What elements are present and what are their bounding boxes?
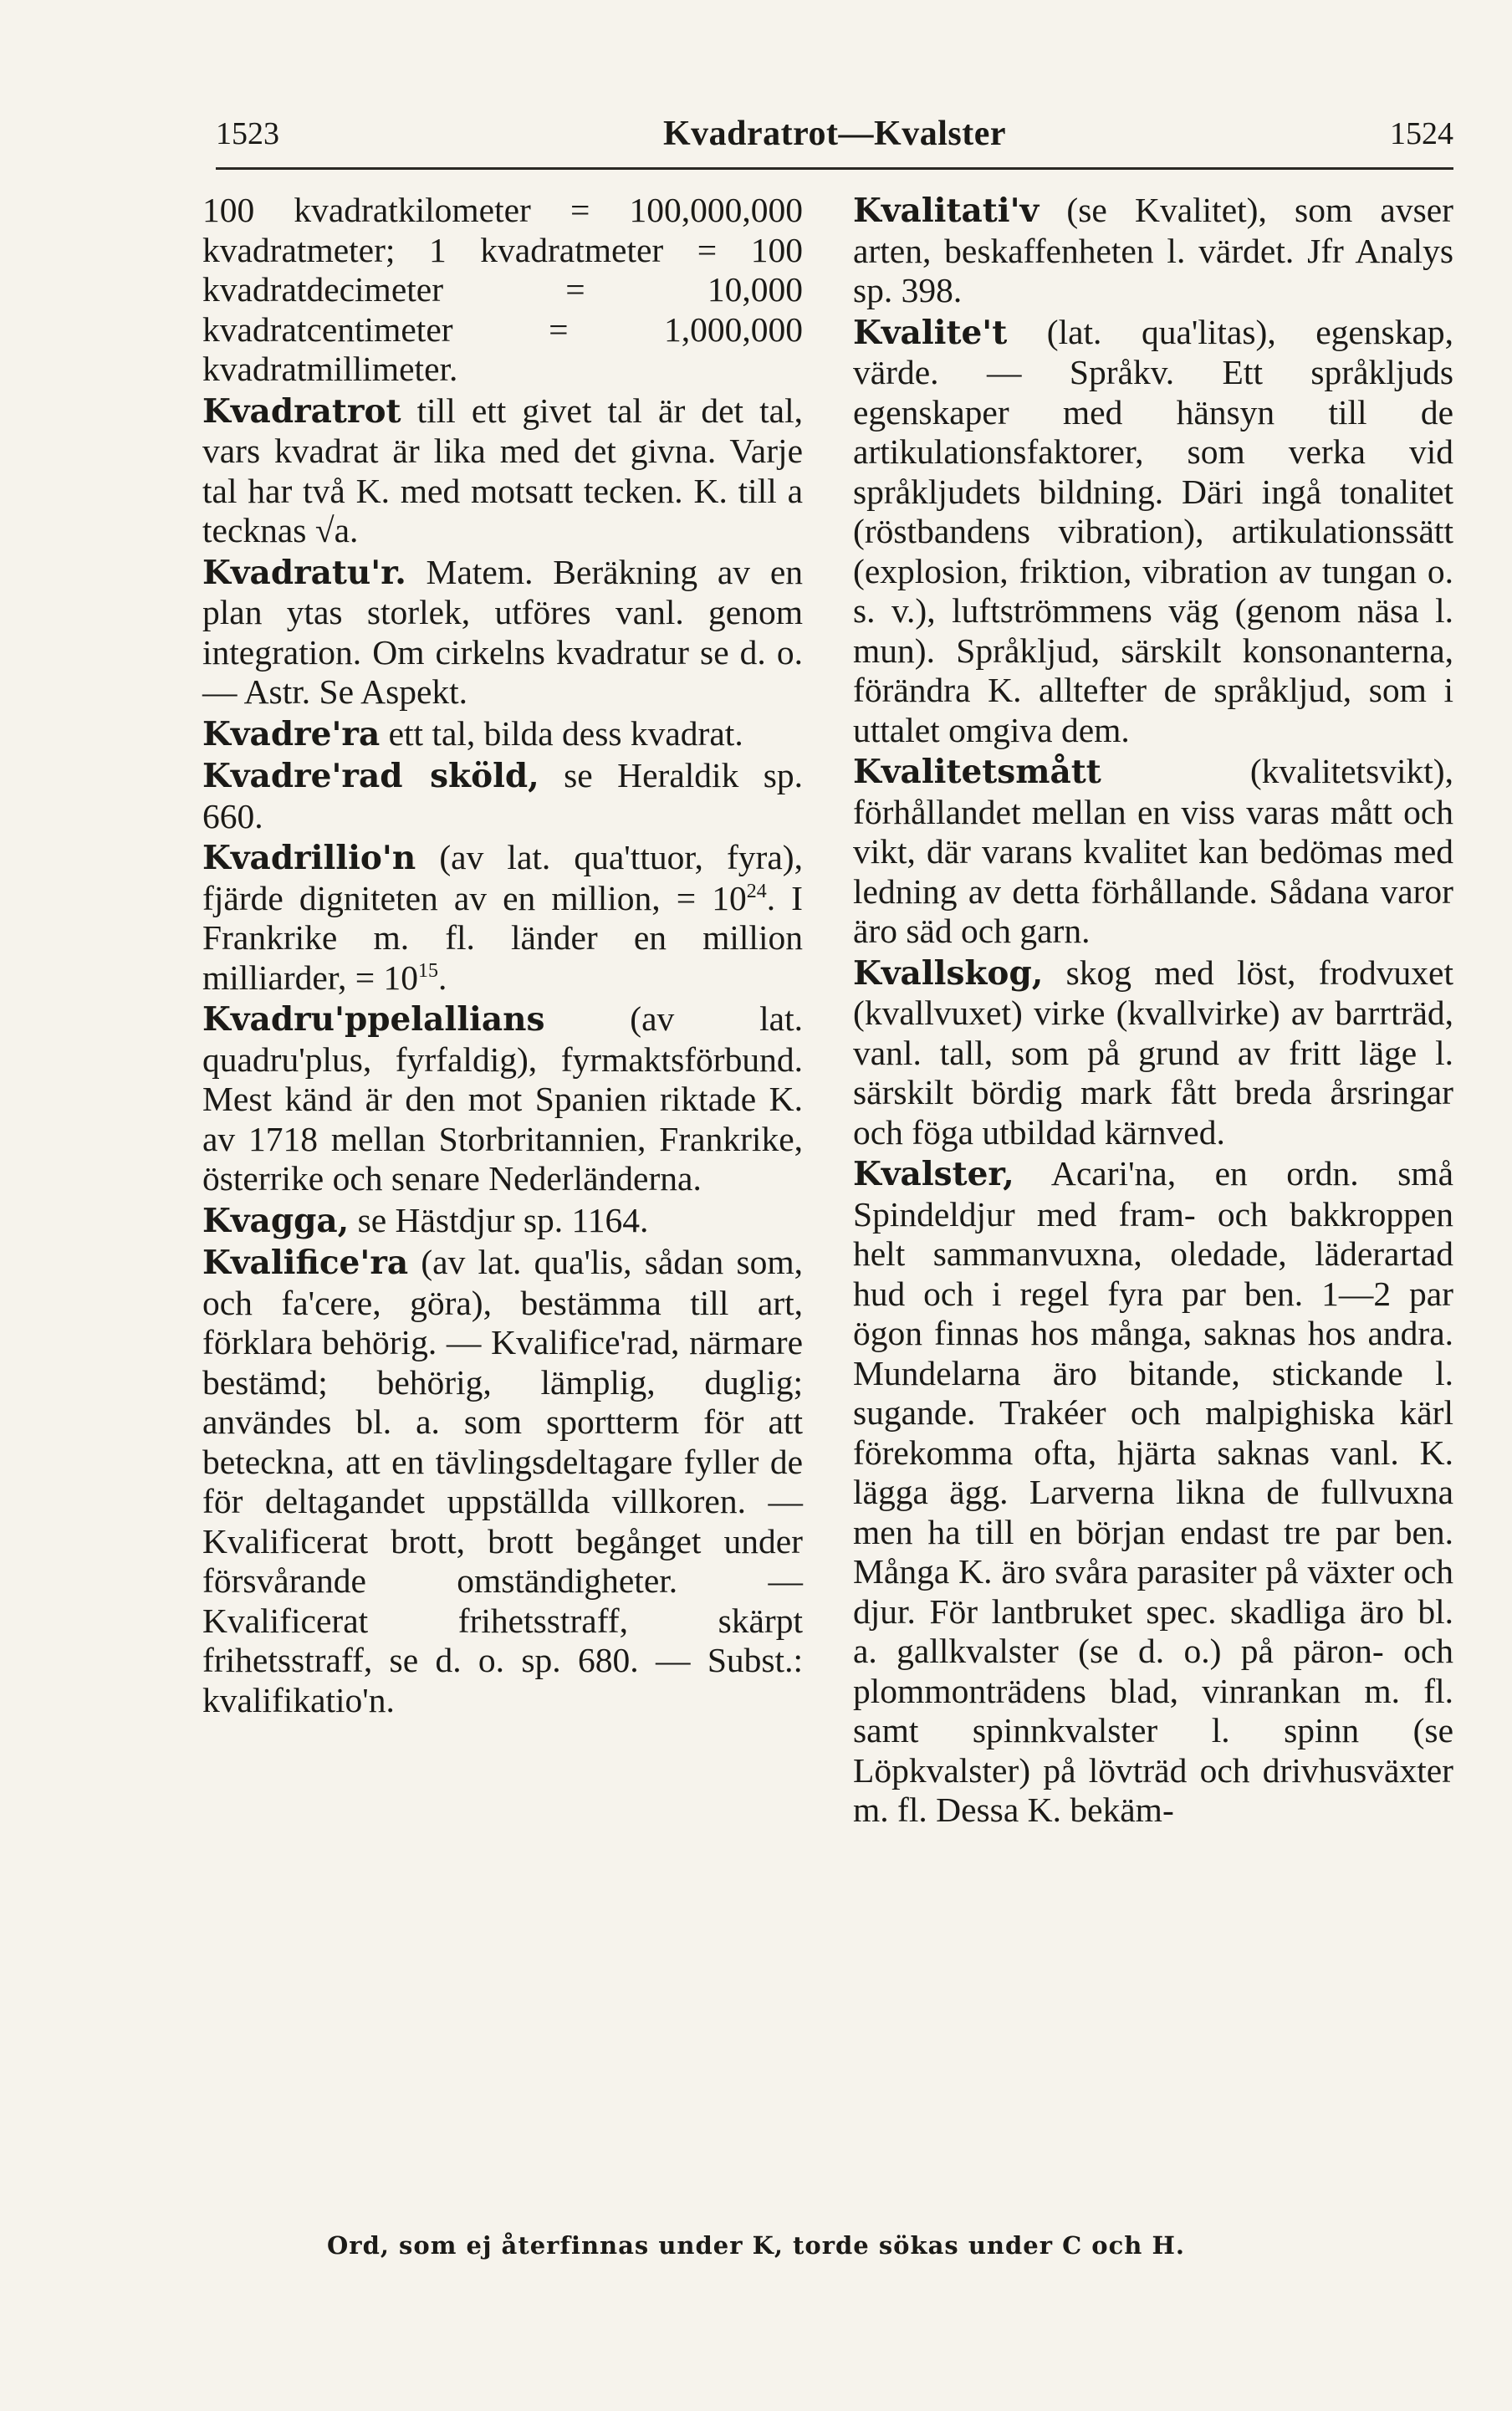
entry-headword: Kvadrillio'n — [202, 839, 416, 877]
entry-text: (av lat. qua'lis, sådan som, och fa'cere, göra), bestämma till art, förklara behörig. — Kvalifice'rad, närmare bestämd; behörig, lämplig, duglig; användes bl. a. som sportterm för att beteckna, att en tävlingsdeltagare fyller de för deltagandet uppställda villkoren. — Kvalificerat brott, brott begånget under försvårande omständigheter. — Kvalificerat frihetsstraff, skärpt frihetsstraff, se d. o. sp. 680. — Subst.: kvalifikatio'n. — [202, 1243, 803, 1719]
entry-kvagga — [202, 1201, 803, 1242]
entry-headword: Kvalitetsmått — [853, 753, 1101, 791]
entry-kvalster — [853, 1154, 1453, 1831]
entry-headword: Kvallskog, — [853, 953, 1044, 993]
entry-text: (se Kvalitet), som avser arten, beskaffenheten l. värdet. Jfr Analys sp. 398. — [853, 191, 1453, 309]
entry-text: (av lat. quadru'plus, fyrfaldig), fyrmaktsförbund. Mest känd är den mot Spanien riktade K. av 1718 mellan Storbritannien, Frankrike, österrike och senare Nederländerna. — [202, 999, 803, 1198]
entry-kvalitativ — [853, 191, 1453, 311]
entry-headword: Kvalitati'v — [853, 192, 1040, 230]
running-head: Kvadratrot—Kvalster — [663, 115, 1006, 153]
entry-kvadruppelallians — [202, 999, 803, 1199]
entry-text: se Hästdjur sp. 1164. — [349, 1200, 649, 1239]
entry-headword: Kvadratu'r. — [202, 553, 406, 592]
left-column — [202, 191, 803, 2206]
entry-text: . — [438, 958, 447, 997]
entry-text: se Heraldik sp. 660. — [202, 756, 803, 835]
entry-text: Acari'na, en ordn. små Spindeldjur med fram- och bakkroppen helt sammanvuxna, oledade, läderartad hud och i regel fyra par ben. 1—2 par ögon finnas hos många, saknas hos andra. Mundelarna äro bitande, stickande l. sugande. Trakéer och malpighiska kärl förekomma ofta, hjärta saknas vanl. K. lägga ägg. Larverna likna de fullvuxna men ha till en början endast tre par ben. Många K. äro svåra parasiter på växter och djur. För lantbruket spec. skadliga äro bl. a. gallkvalster (se d. o.) på päron- och plommonträdens blad, vinrankan m. fl. samt spinnkvalster l. spinn (se Löpkvalster) på lövträd och drivhusväxter m. fl. Dessa K. bekäm- — [853, 1154, 1453, 1829]
entry-kvadratur — [202, 553, 803, 713]
entry-text: till ett givet tal är det tal, vars kvadrat är lika med det givna. Varje tal har två K. med motsatt tecken. K. till a tecknas √a. — [202, 391, 803, 549]
entry-text: (kvalitetsvikt), förhållandet mellan en viss varas mått och vikt, där varans kvalitet kan bedömas med ledning av detta förhållande. Sådana varor äro säd och garn. — [853, 752, 1453, 950]
entry-kvallskog — [853, 953, 1453, 1153]
exponent: 24 — [746, 880, 767, 902]
entry-kvadrera — [202, 714, 803, 755]
page-header — [216, 100, 1453, 170]
entry-headword: Kvadre'rad sköld, — [202, 757, 539, 795]
entry-text: skog med löst, frodvuxet (kvallvuxet) virke (kvallvirke) av barrträd, vanl. tall, som på grund av fritt läge l. särskilt bördig mark fått breda årsringar och föga utbildad kärnved. — [853, 953, 1453, 1152]
entry-headword: Kvagga, — [202, 1201, 350, 1240]
text-columns — [202, 191, 1453, 2206]
entry-kvalificera — [202, 1243, 803, 1720]
entry-headword: Kvalster, — [853, 1155, 1014, 1193]
entry-text: ett tal, bilda dess kvadrat. — [380, 713, 743, 753]
entry-headword: Kvalite't — [853, 313, 1008, 352]
entry-headword: Kvadru'ppelallians — [202, 1000, 545, 1039]
entry-headword: Kvadratrot — [202, 391, 401, 431]
entry-headword: Kvalifice'ra — [202, 1244, 409, 1282]
entry-kvadratrot — [202, 391, 803, 551]
entry-text: 100 kvadratkilometer = 100,000,000 kvadratmeter; 1 kvadratmeter = 100 kvadratdecimeter = 10,000 kvadratcentimeter = 1,000,000 kvadratmillimeter. — [202, 191, 803, 388]
entry-text: Matem. Beräkning av en plan ytas storlek, utföres vanl. genom integration. Om cirkelns kvadratur se d. o. — Astr. Se Aspekt. — [202, 552, 803, 711]
entry-kvadrillion — [202, 838, 803, 998]
left-column-number: 1523 — [216, 116, 279, 151]
entry-kvalitet — [853, 313, 1453, 751]
right-column — [853, 191, 1453, 2206]
entry-text: . I Frankrike m. fl. länder en million milliarder, = 10 — [202, 878, 803, 997]
entry-headword: Kvadre'ra — [202, 714, 381, 753]
entry-text: (av lat. qua'ttuor, fyra), fjärde digniteten av en million, = 10 — [202, 838, 803, 917]
entry-kvadrerad-skold — [202, 756, 803, 836]
right-column-number: 1524 — [1389, 116, 1453, 151]
page-footer-note: Ord, som ej återfinnas under K, torde sökas under C och H. — [327, 2231, 1185, 2260]
entry-kvalitetsmatt — [853, 752, 1453, 952]
entry-continuation — [202, 191, 803, 390]
entry-text: (lat. qua'litas), egenskap, värde. — Språkv. Ett språkljuds egenskaper med hänsyn till de artikulationsfaktorer, som verka vid språkljudets bildning. Däri ingå tonalitet (röstbandens vibration), artikulationssätt (explosion, friktion, vibration av tungan o. s. v.), luftströmmens väg (genom näsa l. mun). Språkljud, särskilt konsonanterna, förändra K. alltefter de språkljud, som i uttalet omgiva dem. — [853, 312, 1453, 749]
exponent: 15 — [418, 959, 438, 982]
